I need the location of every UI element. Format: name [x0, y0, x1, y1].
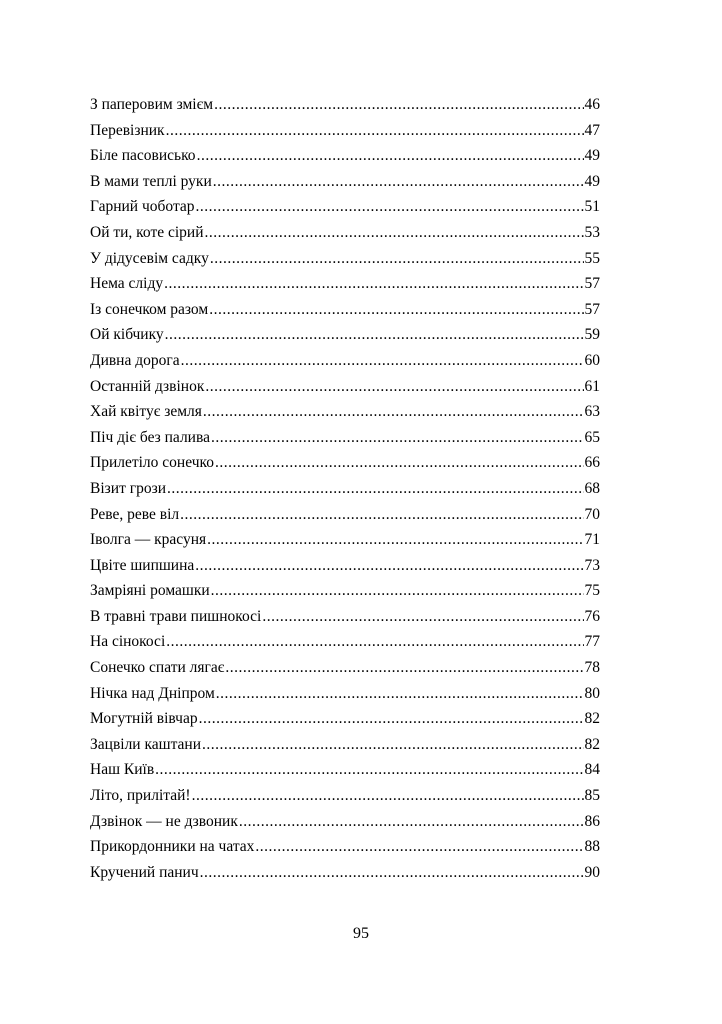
toc-dot-leader — [200, 860, 584, 886]
toc-entry — [90, 783, 600, 809]
toc-entry — [90, 860, 600, 886]
toc-dot-leader — [155, 757, 583, 783]
toc-entry — [90, 297, 600, 323]
toc-entry-title: Із сонечком разом — [90, 300, 209, 318]
toc-entry-title: Нема сліду — [90, 275, 164, 293]
toc-dot-leader — [210, 246, 584, 272]
toc-entry-page: 85 — [584, 787, 600, 805]
toc-dot-leader — [205, 374, 583, 400]
toc-dot-leader — [216, 681, 584, 707]
toc-entry-page: 88 — [584, 838, 600, 856]
toc-entry — [90, 757, 600, 783]
toc-entry-page: 82 — [584, 735, 600, 753]
toc-entry-page: 82 — [584, 710, 600, 728]
toc-entry — [90, 527, 600, 553]
toc-dot-leader — [195, 553, 583, 579]
toc-entry — [90, 118, 600, 144]
toc-entry — [90, 425, 600, 451]
toc-entry — [90, 809, 600, 835]
toc-entry — [90, 194, 600, 220]
toc-entry-title: Прилетіло сонечко — [90, 454, 214, 472]
toc-entry-page: 53 — [584, 223, 600, 241]
table-of-contents — [90, 92, 600, 885]
toc-entry-title: Дзвінок — не дзвоник — [90, 812, 238, 830]
toc-entry-title: Реве, реве віл — [90, 505, 180, 523]
toc-dot-leader — [166, 118, 584, 144]
toc-dot-leader — [207, 527, 583, 553]
toc-entry-page: 55 — [584, 249, 600, 267]
toc-entry-title: Іволга — красуня — [90, 531, 207, 549]
toc-dot-leader — [166, 629, 583, 655]
toc-entry-page: 68 — [584, 479, 600, 497]
toc-entry-page: 61 — [584, 377, 600, 395]
toc-entry — [90, 348, 600, 374]
toc-entry-title: Хай квітує земля — [90, 403, 202, 421]
toc-entry-page: 47 — [584, 121, 600, 139]
toc-entry-page: 90 — [584, 863, 600, 881]
toc-entry-page: 65 — [584, 428, 600, 446]
toc-dot-leader — [180, 502, 583, 528]
toc-dot-leader — [209, 297, 583, 323]
toc-entry — [90, 374, 600, 400]
toc-entry-page: 60 — [584, 351, 600, 369]
toc-entry — [90, 322, 600, 348]
toc-entry-title: Візит грози — [90, 479, 166, 497]
toc-entry-page: 86 — [584, 812, 600, 830]
toc-entry — [90, 220, 600, 246]
page-number: 95 — [353, 925, 369, 942]
toc-entry — [90, 681, 600, 707]
toc-entry-title: У дідусевім садку — [90, 249, 209, 267]
toc-entry-title: Могутній вівчар — [90, 710, 198, 728]
toc-dot-leader — [262, 604, 583, 630]
toc-entry — [90, 834, 600, 860]
toc-entry — [90, 399, 600, 425]
toc-entry-page: 63 — [584, 403, 600, 421]
toc-entry-title: Дивна дорога — [90, 351, 180, 369]
toc-entry — [90, 502, 600, 528]
toc-entry-title: На сінокосі — [90, 633, 166, 651]
toc-entry-page: 46 — [584, 96, 600, 113]
toc-dot-leader — [167, 476, 584, 502]
toc-entry-page: 75 — [584, 582, 600, 600]
toc-entry — [90, 246, 600, 272]
toc-entry-page: 78 — [584, 659, 600, 677]
toc-entry-page: 57 — [584, 275, 600, 293]
toc-entry-title: Кручений панич — [90, 863, 199, 881]
toc-entry-title: З паперовим змієм — [90, 96, 214, 113]
toc-dot-leader — [202, 732, 583, 758]
toc-entry-page: 51 — [584, 198, 600, 216]
toc-entry-title: Ой кібчику — [90, 326, 164, 344]
toc-entry-page: 73 — [584, 556, 600, 574]
toc-entry-title: Перевізник — [90, 121, 165, 139]
toc-dot-leader — [213, 169, 584, 195]
toc-entry — [90, 578, 600, 604]
toc-entry — [90, 655, 600, 681]
toc-entry — [90, 604, 600, 630]
toc-dot-leader — [197, 143, 584, 169]
toc-dot-leader — [211, 425, 584, 451]
toc-entry-title: Сонечко спати лягає — [90, 659, 225, 677]
toc-entry-page: 80 — [584, 684, 600, 702]
toc-entry-page: 70 — [584, 505, 600, 523]
toc-entry-page: 71 — [584, 531, 600, 549]
toc-entry — [90, 143, 600, 169]
toc-entry — [90, 476, 600, 502]
toc-entry-title: Зацвіли каштани — [90, 735, 202, 753]
toc-entry-title: Прикордонники на чатах — [90, 838, 255, 856]
toc-dot-leader — [211, 578, 584, 604]
toc-dot-leader — [239, 809, 584, 835]
toc-entry-page: 59 — [584, 326, 600, 344]
toc-entry-title: Цвіте шипшина — [90, 556, 195, 574]
toc-entry-page: 66 — [584, 454, 600, 472]
toc-entry — [90, 732, 600, 758]
toc-entry — [90, 271, 600, 297]
toc-dot-leader — [164, 271, 583, 297]
toc-entry — [90, 92, 600, 118]
toc-entry-page: 57 — [584, 300, 600, 318]
toc-entry-title: В травні трави пишнокосі — [90, 607, 262, 625]
toc-entry-page: 76 — [584, 607, 600, 625]
toc-entry-page: 49 — [584, 147, 600, 165]
toc-dot-leader — [205, 220, 584, 246]
toc-dot-leader — [165, 322, 584, 348]
toc-dot-leader — [199, 706, 584, 732]
toc-entry-title: В мами теплі руки — [90, 172, 212, 190]
toc-entry-page: 84 — [584, 761, 600, 779]
toc-dot-leader — [196, 194, 584, 220]
toc-entry — [90, 553, 600, 579]
toc-dot-leader — [192, 783, 584, 809]
toc-entry-title: Наш Київ — [90, 761, 155, 779]
toc-entry-title: Літо, прилітай! — [90, 787, 191, 805]
toc-entry-title: Піч діє без палива — [90, 428, 210, 446]
toc-entry-title: Біле пасовисько — [90, 147, 196, 165]
toc-entry-page: 49 — [584, 172, 600, 190]
toc-dot-leader — [225, 655, 583, 681]
toc-dot-leader — [203, 399, 584, 425]
toc-entry — [90, 450, 600, 476]
toc-dot-leader — [215, 450, 584, 476]
toc-entry-title: Останній дзвінок — [90, 377, 205, 395]
toc-entry-title: Нічка над Дніпром — [90, 684, 215, 702]
toc-entry-title: Ой ти, коте сірий — [90, 223, 204, 241]
toc-dot-leader — [181, 348, 584, 374]
toc-dot-leader — [214, 92, 583, 118]
toc-entry-title: Замріяні ромашки — [90, 582, 210, 600]
toc-entry-title: Гарний чоботар — [90, 198, 195, 216]
toc-entry — [90, 169, 600, 195]
toc-entry-page: 77 — [584, 633, 600, 651]
toc-dot-leader — [255, 834, 583, 860]
toc-entry — [90, 706, 600, 732]
toc-entry — [90, 629, 600, 655]
